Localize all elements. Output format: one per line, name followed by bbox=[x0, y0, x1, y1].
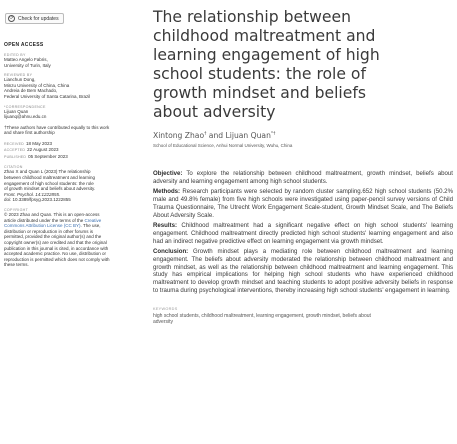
citation-line: Front. Psychol. 14:1222855. bbox=[4, 191, 61, 197]
published-row bbox=[4, 154, 112, 161]
edited-by bbox=[4, 57, 112, 68]
open-access-label: OPEN ACCESS bbox=[4, 42, 44, 48]
affiliation: School of Educational Science, Anhui Normal University, Wuhu, China bbox=[153, 143, 293, 148]
received-label: RECEIVED bbox=[4, 141, 24, 146]
abstract-methods bbox=[153, 188, 453, 219]
reviewer-1-affiliation: Minzu University of China, China bbox=[4, 82, 70, 88]
correspondence-label: *CORRESPONDENCE bbox=[4, 104, 46, 109]
published-label: PUBLISHED bbox=[4, 154, 27, 159]
author-2-sup: *† bbox=[270, 131, 276, 137]
abstract-conclusion bbox=[153, 248, 453, 294]
abstract-heading: Conclusion: bbox=[153, 248, 189, 256]
reviewed-by bbox=[4, 77, 112, 99]
keywords: high school students, childhood maltreatment, learning engagement, growth mindset, beliefs about adversity bbox=[153, 312, 371, 325]
equal-contribution-note: †These authors have contributed equally to this work and share first authorship bbox=[4, 124, 110, 136]
citation-line: between childhood maltreatment and learning bbox=[4, 175, 96, 181]
abstract-heading: Results: bbox=[153, 222, 178, 230]
article-sidebar bbox=[4, 6, 112, 268]
copyright-label: COPYRIGHT bbox=[4, 208, 29, 212]
author-2[interactable]: Lijuan Quan bbox=[225, 131, 271, 140]
author-1[interactable]: Xintong Zhao bbox=[153, 131, 205, 140]
keywords-label: KEYWORDS bbox=[153, 306, 178, 311]
reviewer-1-name: Lianchun Dong, bbox=[4, 77, 36, 83]
check-for-updates-button[interactable] bbox=[5, 13, 64, 24]
citation-line: of growth mindset and beliefs about adversity. bbox=[4, 186, 96, 192]
abstract-heading: Methods: bbox=[153, 188, 181, 196]
check-for-updates-label: Check for updates bbox=[18, 15, 59, 22]
accepted-date: 22 August 2023 bbox=[27, 147, 59, 153]
abstract-text: To explore the relationship between childhood maltreatment, growth mindset, beliefs about adversity and learning engagement among high school students. bbox=[153, 170, 453, 185]
article-title: The relationship between childhood maltreatment and learning engagement of high school students: the role of growth mindset and beliefs about adversity bbox=[153, 8, 380, 121]
article-main bbox=[153, 8, 453, 325]
author-1-sup: † bbox=[204, 131, 207, 137]
edited-by-label: EDITED BY bbox=[4, 53, 26, 57]
copyright bbox=[4, 212, 112, 268]
abstract-text: Research participants were selected by random cluster sampling.652 high school students (50.2% male and 49.8% female) from five high schools were investigated using paper-pencil survey versions of Child Trauma Questionnaire, The Utrecht Work Engagement Scale-student, Growth Mindset Scale, and The Beliefs About Adversity Scale. bbox=[153, 188, 453, 219]
cc-license-link[interactable]: Creative Commons Attribution License (CC BY) bbox=[4, 217, 102, 229]
citation-doi[interactable]: doi: 10.3389/fpsyg.2023.1222855 bbox=[4, 197, 71, 203]
reviewer-2-name: Andreia de Bem Machado, bbox=[4, 88, 58, 94]
copyright-text-1: © 2023 Zhao and Quan. This is an open-access article distributed under the terms of the bbox=[4, 212, 100, 223]
abstract-results bbox=[153, 222, 453, 245]
correspondence-email[interactable]: lijuanq@ahnu.edu.cn bbox=[4, 114, 47, 120]
citation-label: CITATION bbox=[4, 165, 23, 170]
published-date: 05 September 2023 bbox=[28, 153, 68, 159]
reviewed-by-label: REVIEWED BY bbox=[4, 73, 33, 78]
correspondence-name: Lijuan Quan bbox=[4, 108, 29, 114]
accepted-label: ACCEPTED bbox=[4, 148, 26, 153]
citation-line: engagement of high school students: the role bbox=[4, 180, 94, 186]
abstract-text: Childhood maltreatment had a significant negative effect on high school students' learning engagement. Childhood maltreatment directly predicted high school students' learning engagement and also had an indirect negative predictive effect on learning engagement via growth mindset. bbox=[153, 222, 453, 245]
copyright-text-2: . The use, distribution or reproduction in other forums is permitted, provided the original author(s) and the copyright owner(s) are credited and that the original publication in this journal is cited, in accordance with accepted academic practice. No use, distribution or reproduction is permitted which does not comply with these terms. bbox=[4, 223, 110, 268]
editor-name: Matteo Angelo Fabris, bbox=[4, 57, 48, 62]
author-separator: and bbox=[206, 131, 226, 140]
citation bbox=[4, 169, 112, 203]
abstract-heading: Objective: bbox=[153, 170, 183, 177]
received-date: 18 May 2023 bbox=[25, 140, 53, 146]
abstract-objective bbox=[153, 170, 453, 185]
citation-line: Zhao X and Quan L (2023) The relationship bbox=[4, 169, 91, 175]
editor-affiliation: University of Turin, Italy bbox=[4, 62, 51, 68]
abstract bbox=[153, 170, 453, 295]
authors bbox=[153, 131, 453, 140]
article-dates bbox=[4, 141, 112, 161]
check-updates-icon: ⟳ bbox=[9, 15, 14, 21]
correspondence bbox=[4, 109, 112, 120]
abstract-text: Growth mindset plays a mediating role between childhood maltreatment and learning engagement. The beliefs about adversity moderated the relationship between childhood maltreatment and growth mindset, as well as the relationship between childhood maltreatment and learning engagement. This study has empirical implications for helping high school students who have experienced childhood maltreatment to develop growth mindset and teaching students to adopt positive adversity beliefs in response to trauma during psychological interventions, thereby increasing high school students' engagement in learning. bbox=[153, 248, 453, 294]
reviewer-2-affiliation: Federal University of Santa Catarina, Brazil bbox=[4, 93, 91, 99]
